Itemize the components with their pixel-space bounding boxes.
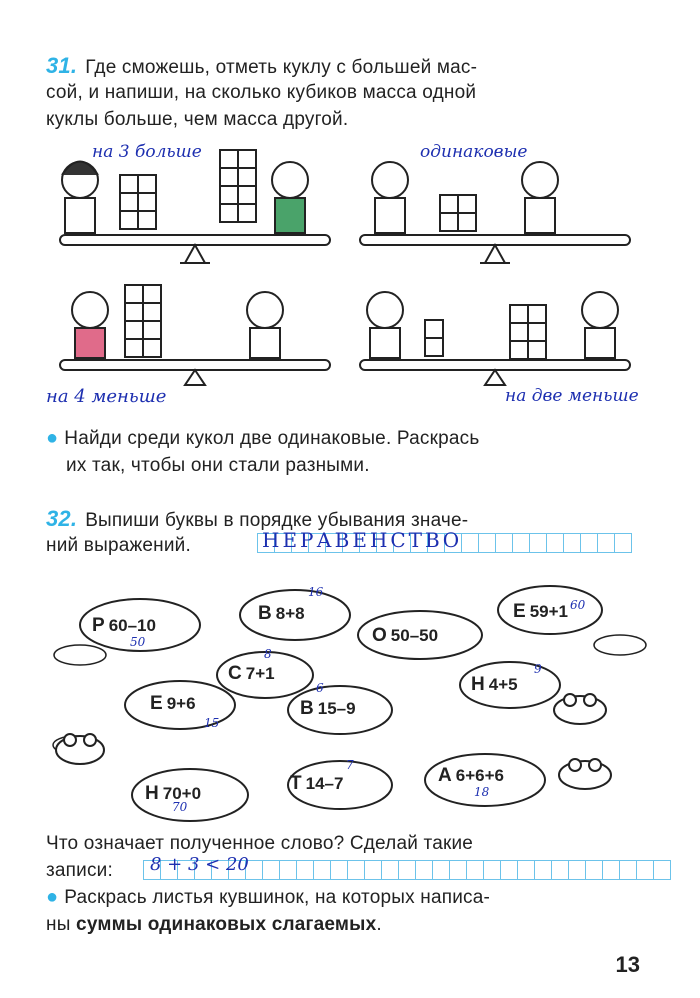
leaf-answer-t: 7 xyxy=(346,758,354,772)
leaf-answer-a: 18 xyxy=(474,785,490,799)
leaf-label-n1: Н 4+5 xyxy=(471,674,518,695)
leaf-answer-n1: 9 xyxy=(534,662,542,676)
bullet-icon: ● xyxy=(46,427,59,449)
frog-right-1 xyxy=(554,694,606,724)
answer-scale-2: одинаковые xyxy=(420,142,528,162)
answer-word: НЕРАВЕНСТВО xyxy=(262,528,463,552)
leaf-label-e1: Е 59+1 xyxy=(513,601,568,622)
leaf-answer-e2: 15 xyxy=(204,716,220,730)
scale-2 xyxy=(360,162,630,263)
leaf-answer-v1: 16 xyxy=(308,585,324,599)
page-number: 13 xyxy=(615,952,640,977)
leaf-label-o: О 50–50 xyxy=(372,625,439,646)
scale-4 xyxy=(360,292,630,385)
leaf-answer-r: 50 xyxy=(130,635,146,649)
leaf-label-v2: В 15–9 xyxy=(300,698,356,719)
task31-bullet-line1: ● Найди среди кукол две одинаковые. Раскрась xyxy=(46,427,480,449)
leaf-label-s: С 7+1 xyxy=(228,663,275,684)
leaf-answer-s: 8 xyxy=(264,647,272,661)
answer-scale-3: на 4 меньше xyxy=(46,386,167,407)
answer-scale-1: на 3 больше xyxy=(92,142,202,162)
frog-right-2 xyxy=(559,759,611,789)
task31-line1: 31. Где сможешь, отметь куклу с большей мас- xyxy=(46,53,478,78)
leaf-label-t: Т 14–7 xyxy=(290,773,344,794)
leaf-label-e2: Е 9+6 xyxy=(150,693,196,714)
scale-1 xyxy=(60,150,330,263)
leaf-label-r: Р 60–10 xyxy=(92,615,156,636)
bullet-icon: ● xyxy=(46,886,59,908)
scale-3 xyxy=(60,285,330,385)
task32-bullet-line2: ны суммы одинаковых слагаемых. xyxy=(46,914,382,935)
answer-scale-4: на две меньше xyxy=(505,386,639,406)
task32-question-line1: Что означает полученное слово? Сделай такие xyxy=(46,833,474,854)
task31-number: 31. xyxy=(46,53,78,78)
leaf-label-n2: Н 70+0 xyxy=(145,783,202,804)
task31-line2: сой, и напиши, на сколько кубиков масса одной xyxy=(46,82,477,103)
task32-question-line2: записи: xyxy=(46,860,113,881)
written-inequality: 8 + 3 < 20 xyxy=(150,854,249,875)
leaf-label-a: А 6+6+6 xyxy=(438,765,504,786)
task31-line3: куклы больше, чем масса другой. xyxy=(46,109,349,130)
leaf-answer-v2: 6 xyxy=(316,681,324,695)
leaf-answer-n2: 70 xyxy=(172,800,188,814)
task32-bullet-line1: ● Раскрась листья кувшинок, на которых написа- xyxy=(46,886,491,908)
frog-left xyxy=(56,734,104,764)
task31-bullet-line2: их так, чтобы они стали разными. xyxy=(66,455,370,476)
leaf-answer-e1: 60 xyxy=(570,598,586,612)
leaf-label-v1: В 8+8 xyxy=(258,603,305,624)
task32-number: 32. xyxy=(46,506,78,531)
task32-line2: ний выражений. xyxy=(46,535,191,556)
task32-line1: 32. Выпиши буквы в порядке убывания значе- xyxy=(46,506,469,531)
